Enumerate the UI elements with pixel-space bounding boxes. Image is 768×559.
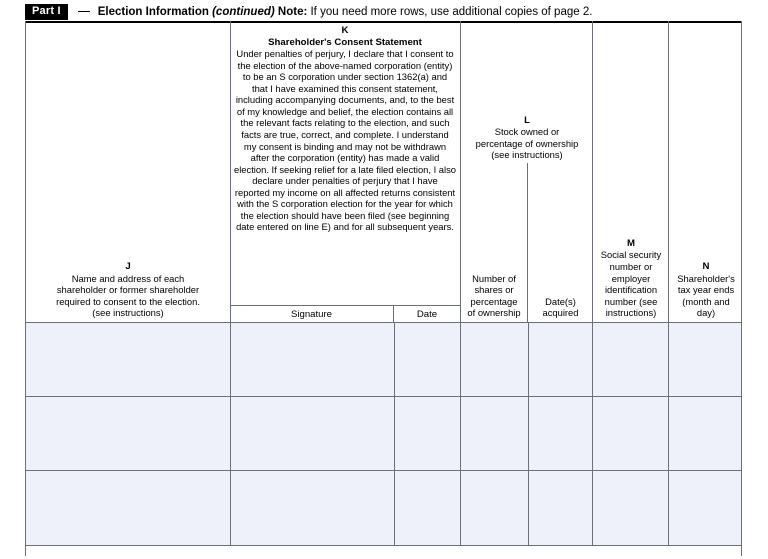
cell-ssn-ein[interactable] [593,323,668,396]
cell-name-address[interactable] [26,323,230,396]
cell-date[interactable] [395,323,460,396]
column-j-line-3: required to consent to the election. [56,295,200,307]
cell-name-address[interactable] [26,397,230,470]
cell-date-acquired[interactable] [529,323,592,396]
cell-ssn-ein[interactable] [593,471,668,545]
table-row[interactable] [26,322,741,396]
part-header-title [98,6,593,18]
part-header [25,2,742,23]
column-l-line-3: (see instructions) [491,149,563,161]
table-body [26,322,741,556]
column-m-line-2: number or [609,261,653,273]
subheader-date: Date [416,308,438,320]
cell-name-address[interactable] [26,471,230,545]
column-l-line-1: Stock owned or [494,126,560,138]
column-m-line-5: number (see [604,295,658,307]
column-n-line-3: (month and [682,295,730,307]
column-letter-k: K [341,25,349,36]
column-m-line-3: employer [611,272,651,284]
cell-signature[interactable] [231,397,394,470]
column-n-line-4: day) [696,307,716,319]
column-header-j [26,21,230,322]
column-k-title: Shareholder's Consent Statement [268,36,422,48]
cell-date-acquired[interactable] [529,397,592,470]
part-note-text: If you need more rows, use additional copies of page 2. [307,5,593,18]
table-header [26,21,741,322]
part-header-rule [78,11,90,12]
part-note-label: Note: [277,5,308,18]
subheader-dates-line-1: Date(s) [545,295,576,307]
column-header-n [669,21,743,322]
column-m-line-6: instructions) [605,307,657,319]
cell-tax-year-end[interactable] [669,397,743,470]
cell-date-acquired[interactable] [529,471,592,545]
column-k-subheader [230,305,460,322]
part-title-continued: (continued) [212,5,275,18]
subheader-dates-acquired [528,163,593,322]
cell-shares[interactable] [461,397,528,470]
column-header-k [230,21,460,322]
subheader-shares-line-4: of ownership [467,307,521,319]
column-letter-j: J [125,261,131,273]
table-row[interactable] [26,470,741,546]
column-l-line-2: percentage of ownership [475,137,579,149]
shareholder-consent-table [25,21,742,556]
part-title-text: Election Information [97,5,209,18]
column-j-line-1: Name and address of each [71,272,185,284]
subheader-shares-line-2: shares or [474,284,514,296]
column-j-line-2: shareholder or former shareholder [56,284,200,296]
cell-date[interactable] [395,471,460,545]
subheader-signature: Signature [230,306,394,322]
column-n-line-1: Shareholder's [677,272,735,284]
column-header-m [593,21,669,322]
column-m-line-1: Social security [600,249,662,261]
column-k-consent-body: Under penalties of perjury, I declare that I consent to the election of the above-named corporation (entity) to be an S corporation under section 1362(a) and that I have examined this consent statement, including accompanying documents, and, to the best of my knowledge and belief, the election contains all the relevant facts relating to the election, and such facts are true, correct, and complete. I understand my consent is binding and may not be withdrawn after the corporation (entity) has made a valid election. If seeking relief for a late filed election, I also declare under penalties of perjury that I have reported my income on all affected returns consistent with the S corporation election for the year for which the election should have been filed (see beginning date entered on line E) and for all subsequent years. [234,48,456,233]
cell-shares[interactable] [461,471,528,545]
cell-signature[interactable] [231,323,394,396]
column-j-line-4: (see instructions) [92,307,164,319]
cell-date[interactable] [395,397,460,470]
column-m-line-4: identification [604,284,658,296]
cell-tax-year-end[interactable] [669,323,743,396]
subheader-dates-line-2: acquired [542,307,579,319]
column-l-subheaders [461,163,593,322]
column-letter-n: N [702,261,710,273]
cell-signature[interactable] [231,471,394,545]
subheader-shares-line-3: percentage [470,295,518,307]
column-letter-m: M [627,237,635,249]
column-header-l [461,21,593,322]
cell-ssn-ein[interactable] [593,397,668,470]
column-l-title-block [461,21,593,163]
cell-tax-year-end[interactable] [669,471,743,545]
subheader-shares-or-percentage [461,163,528,322]
subheader-shares-line-1: Number of [472,272,516,284]
column-letter-l: L [524,114,530,126]
column-n-line-2: tax year ends [677,284,735,296]
part-number-badge: Part I [25,4,68,20]
table-row[interactable] [26,396,741,470]
cell-shares[interactable] [461,323,528,396]
